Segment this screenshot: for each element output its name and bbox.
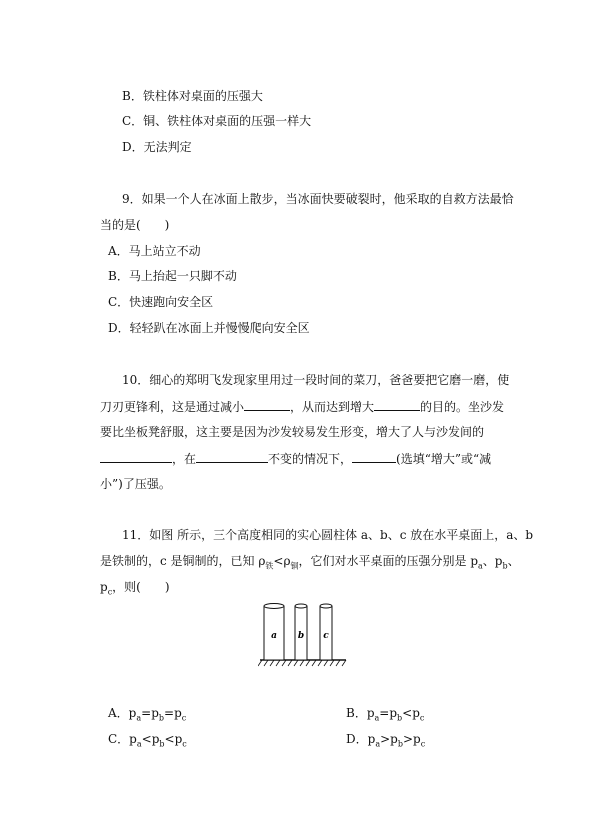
cylinder-a-label: a: [271, 631, 277, 641]
cylinder-c-top: [320, 604, 332, 608]
q11-text: 、p: [482, 554, 503, 568]
fill-blank-1: [244, 398, 290, 411]
subscript: b: [502, 561, 508, 571]
q8-option-d: D．无法判定: [122, 140, 192, 154]
q11-option-c: [108, 731, 187, 752]
subscript: a: [478, 561, 483, 571]
subscript: a: [136, 739, 142, 749]
q10-line5: 小”)了压强。: [100, 477, 171, 491]
q11-option-b: [346, 705, 424, 726]
subscript: c: [182, 739, 187, 749]
option-text: D．p: [346, 732, 376, 746]
table-hatching: [258, 660, 346, 666]
q9-option-d: D．轻轻趴在冰面上并慢慢爬向安全区: [108, 321, 310, 335]
q10-text: 不变的情况下，: [268, 452, 353, 466]
option-text: =p: [379, 706, 398, 720]
subscript: 铜: [290, 561, 299, 571]
q11-text: ，则( ): [112, 580, 170, 594]
q9-option-b: B．马上抬起一只脚不动: [108, 269, 237, 283]
subscript: c: [420, 739, 426, 749]
cylinder-c-label: c: [323, 631, 329, 641]
subscript: a: [375, 739, 381, 749]
fill-blank-4: [196, 450, 268, 463]
q8-option-b: B．铁柱体对桌面的压强大: [122, 89, 263, 103]
q11-text: p: [100, 580, 108, 594]
q10-line4: [100, 450, 491, 467]
q9-option-a: A．马上站立不动: [108, 244, 201, 258]
q10-text: 的目的。坐沙发: [420, 400, 505, 414]
subscript: a: [136, 713, 142, 723]
q11-text: ，它们对水平桌面的压强分别是 p: [298, 554, 479, 568]
q11-text: 、: [507, 554, 520, 568]
option-text: =p: [164, 706, 182, 720]
option-text: >p: [380, 732, 398, 746]
q10-line2: [100, 398, 504, 415]
q9-stem-line2: 当的是( ): [100, 218, 170, 232]
option-text: =p: [141, 706, 159, 720]
subscript: 铁: [265, 561, 274, 571]
subscript: b: [159, 739, 165, 749]
q11-option-a: [108, 705, 186, 726]
option-text: <p: [164, 732, 183, 746]
subscript: c: [181, 713, 187, 723]
option-text: B．p: [346, 706, 375, 720]
q10-text: ，从而达到增大: [290, 400, 375, 414]
option-text: A．p: [108, 706, 137, 720]
q10-text: ，在: [172, 452, 197, 466]
subscript: b: [397, 739, 403, 749]
cylinder-b-top: [295, 604, 307, 608]
q10-line3: 要比坐板凳舒服，这主要是因为沙发较易发生形变，增大了人与沙发间的: [100, 425, 485, 439]
cylinder-a-top: [264, 604, 284, 609]
q11-line3: [100, 579, 170, 600]
subscript: c: [419, 713, 425, 723]
option-text: <p: [141, 732, 160, 746]
q10-line1: 10．细心的郑明飞发现家里用过一段时间的菜刀，爸爸要把它磨一磨，使: [122, 373, 510, 387]
q8-option-c: C．铜、铁柱体对桌面的压强一样大: [122, 114, 312, 128]
q10-text: (选填“增大”或“减: [396, 452, 492, 466]
fill-blank-2: [374, 398, 420, 411]
cylinders-figure: [258, 598, 350, 668]
option-text: >p: [402, 732, 421, 746]
fill-blank-3: [100, 450, 172, 463]
option-text: <p: [402, 706, 420, 720]
subscript: a: [374, 713, 380, 723]
cylinder-b-label: b: [297, 631, 305, 641]
q9-option-c: C．快速跑向安全区: [108, 295, 214, 309]
option-text: C．p: [108, 732, 137, 746]
q10-text: 刀刃更锋利，这是通过减小: [100, 400, 245, 414]
q11-line1: 11．如图 所示，三个高度相同的实心圆柱体 a、b、c 放在水平桌面上，a、b: [122, 528, 534, 542]
subscript: c: [107, 587, 113, 597]
subscript: b: [158, 713, 165, 723]
q11-line2: [100, 553, 520, 574]
q11-text: <ρ: [273, 554, 291, 568]
q11-option-d: [346, 731, 425, 752]
fill-blank-5: [352, 450, 396, 463]
subscript: b: [397, 713, 403, 723]
q9-stem-line1: 9．如果一个人在冰面上散步，当冰面快要破裂时，他采取的自救方法最恰: [122, 192, 514, 206]
q11-text: 是铁制的，c 是铜制的，已知 ρ: [100, 554, 266, 568]
